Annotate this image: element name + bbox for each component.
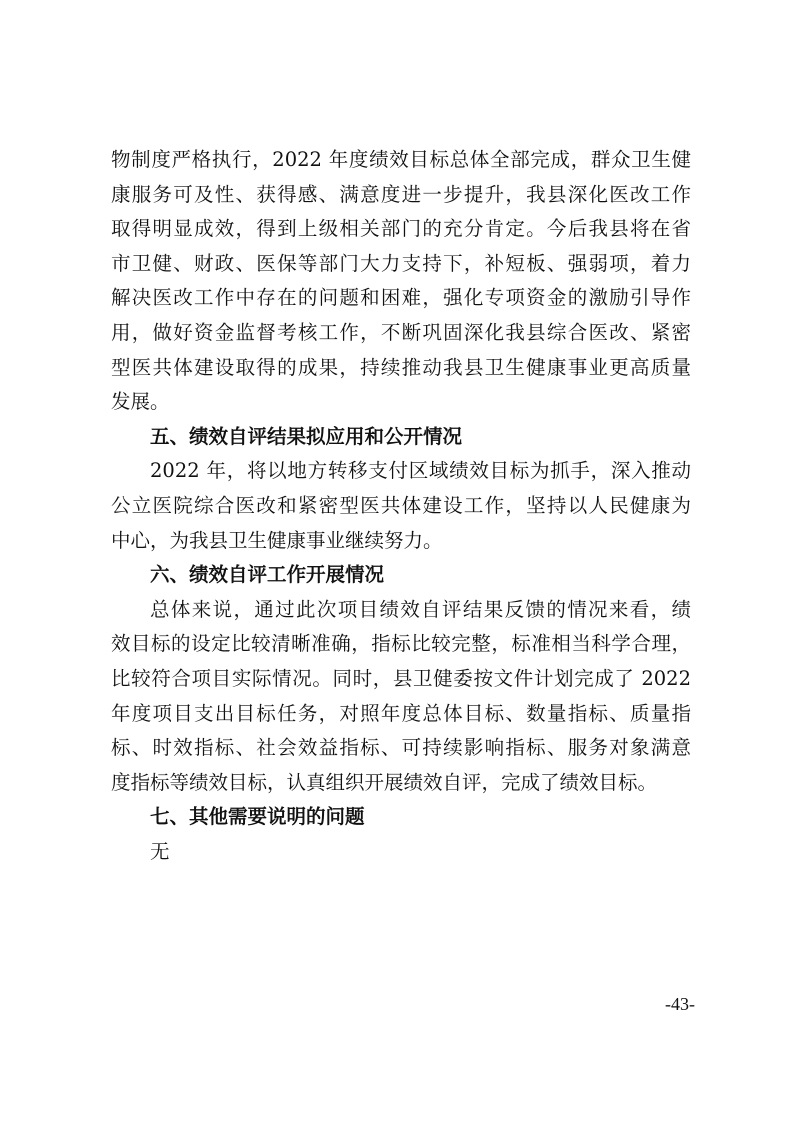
text-line: 物制度严格执行，2022 年度绩效目标总体全部完成，群众卫生健 <box>111 148 691 171</box>
text-line: 公立医院综合医改和紧密型医共体建设工作，坚持以人民健康为 <box>111 493 691 517</box>
section-heading-6: 六、绩效自评工作开展情况 <box>150 563 385 587</box>
paragraph-section-5 <box>111 454 691 558</box>
paragraph-section-7: 无 <box>150 839 170 863</box>
text-line: 年度项目支出目标任务，对照年度总体目标、数量指标、质量指 <box>111 701 691 725</box>
text-line: 2022 年，将以地方转移支付区域绩效目标为抓手，深入推动 <box>150 459 691 483</box>
text-line: 用，做好资金监督考核工作，不断巩固深化我县综合医改、紧密 <box>111 320 691 344</box>
text-line: 康服务可及性、获得感、满意度进一步提升，我县深化医改工作 <box>111 182 691 206</box>
paragraph-section-6 <box>111 593 691 801</box>
section-heading-7: 七、其他需要说明的问题 <box>150 805 365 829</box>
text-line: 型医共体建设取得的成果，持续推动我县卫生健康事业更高质量 <box>111 355 691 379</box>
section-heading-5: 五、绩效自评结果拟应用和公开情况 <box>150 424 463 448</box>
text-line: 标、时效指标、社会效益指标、可持续影响指标、服务对象满意 <box>111 736 691 760</box>
text-line: 效目标的设定比较清晰准确，指标比较完整，标准相当科学合理， <box>111 632 691 656</box>
page-number: -43- <box>665 994 695 1014</box>
text-line: 度指标等绩效目标，认真组织开展绩效自评，完成了绩效目标。 <box>111 770 658 794</box>
document-body <box>111 143 691 869</box>
text-line: 总体来说，通过此次项目绩效自评结果反馈的情况来看，绩 <box>150 597 691 621</box>
text-line: 发展。 <box>111 390 170 414</box>
text-line: 市卫健、财政、医保等部门大力支持下，补短板、强弱项，着力 <box>111 251 691 275</box>
paragraph-continuation <box>111 143 691 420</box>
text-line: 中心，为我县卫生健康事业继续努力。 <box>111 528 443 552</box>
text-line: 比较符合项目实际情况。同时，县卫健委按文件计划完成了 2022 <box>111 666 691 690</box>
text-line: 解决医改工作中存在的问题和困难，强化专项资金的激励引导作 <box>111 286 691 310</box>
text-line: 取得明显成效，得到上级相关部门的充分肯定。今后我县将在省 <box>111 217 691 241</box>
